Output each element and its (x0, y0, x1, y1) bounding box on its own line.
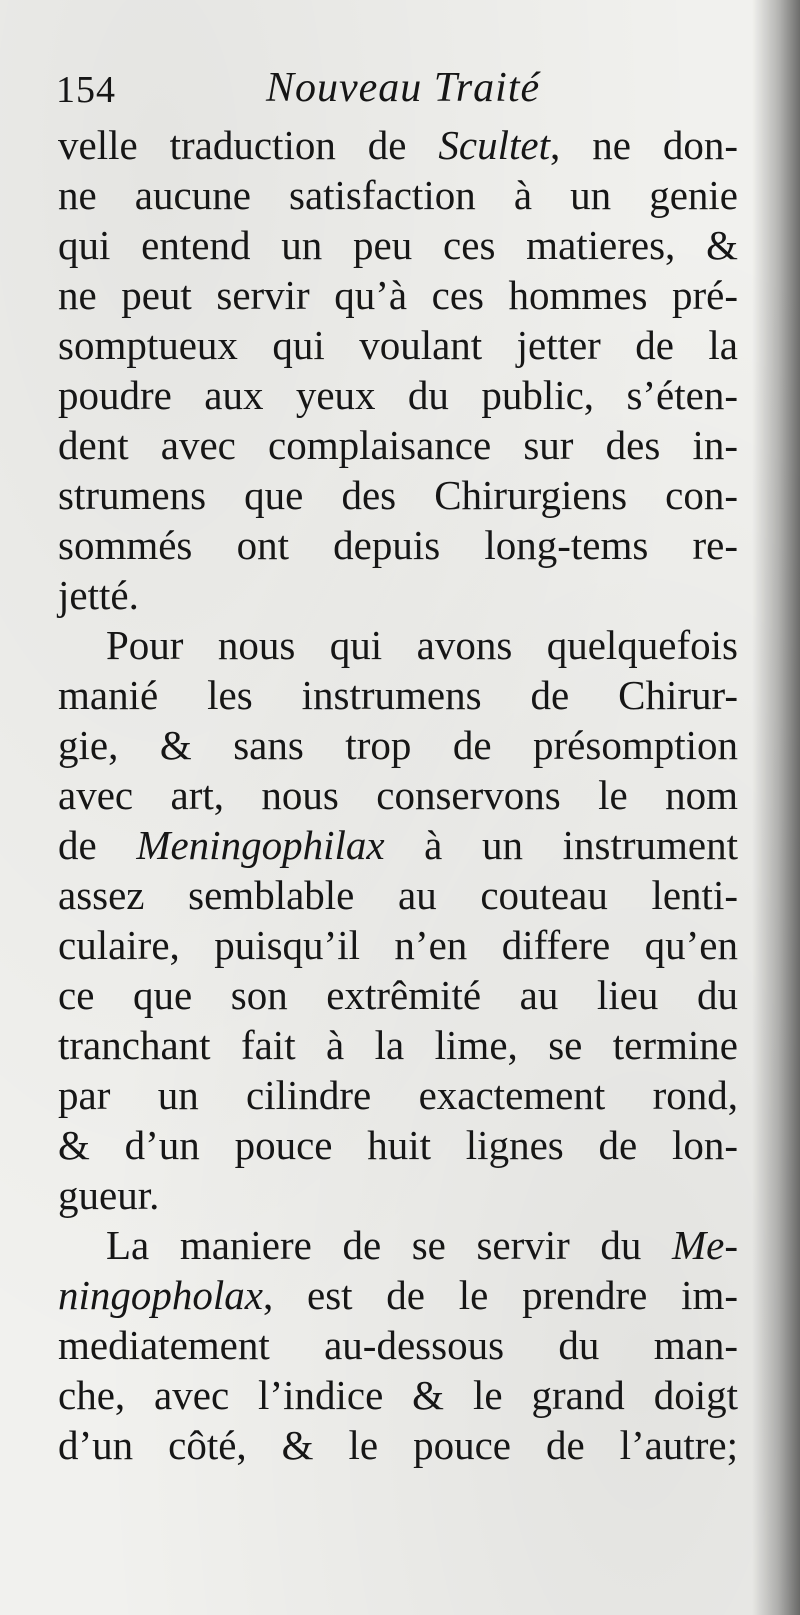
text-line (58, 120, 738, 170)
text-segment: gie, & sans trop de présomption (58, 722, 738, 768)
text-segment: ce que son extrêmité au lieu du (58, 972, 738, 1018)
text-line (58, 1120, 738, 1170)
italic-text: Meningophilax (136, 822, 385, 868)
text-segment: La maniere de se servir du (106, 1222, 672, 1268)
text-line (58, 570, 738, 620)
text-line (58, 420, 738, 470)
text-segment: sommés ont depuis long-tems re- (58, 522, 738, 568)
text-line (58, 720, 738, 770)
body-text (58, 120, 738, 1470)
text-segment: dent avec complaisance sur des in- (58, 422, 738, 468)
text-line (58, 220, 738, 270)
text-segment: , est de le prendre im- (262, 1272, 738, 1318)
text-segment: che, avec l’indice & le grand doigt (58, 1372, 738, 1418)
text-line (58, 470, 738, 520)
text-line (58, 1020, 738, 1070)
text-segment: assez semblable au couteau lenti- (58, 872, 738, 918)
text-line (58, 820, 738, 870)
text-segment: jetté. (58, 572, 139, 618)
text-line (58, 770, 738, 820)
text-segment: mediatement au-dessous du man- (58, 1322, 738, 1368)
text-line (58, 870, 738, 920)
text-line (58, 970, 738, 1020)
text-segment: d’un côté, & le pouce de l’autre; (58, 1422, 738, 1468)
text-line (58, 170, 738, 220)
italic-text: Me- (671, 1222, 738, 1268)
text-line (58, 1420, 738, 1470)
text-line (58, 670, 738, 720)
text-segment: par un cilindre exactement rond, (58, 1072, 738, 1118)
text-segment: avec art, nous conservons le nom (58, 772, 738, 818)
text-line (58, 1170, 738, 1220)
running-head (56, 60, 726, 120)
text-line (58, 1370, 738, 1420)
page-number: 154 (56, 69, 116, 111)
text-segment: somptueux qui voulant jetter de la (58, 322, 738, 368)
text-segment: Pour nous qui avons quelquefois (106, 622, 738, 668)
text-line (58, 320, 738, 370)
text-line (58, 620, 738, 670)
text-segment: ne peut servir qu’à ces hommes pré- (58, 272, 738, 318)
italic-text: ningopholax (58, 1272, 263, 1318)
paragraph-3 (58, 1220, 738, 1470)
text-line (58, 270, 738, 320)
text-segment: de (58, 822, 137, 868)
text-segment: velle traduction de (58, 122, 439, 168)
text-segment: poudre aux yeux du public, s’éten- (58, 372, 738, 418)
text-line (58, 370, 738, 420)
text-line (58, 520, 738, 570)
italic-text: Scultet (438, 122, 550, 168)
page-gutter-shadow (752, 0, 800, 1615)
text-segment: manié les instrumens de Chirur- (58, 672, 738, 718)
text-segment: tranchant fait à la lime, se termine (58, 1022, 738, 1068)
text-segment: strumens que des Chirurgiens con- (58, 472, 738, 518)
paragraph-1 (58, 120, 738, 620)
text-line (58, 1220, 738, 1270)
text-line (58, 920, 738, 970)
text-segment: ne aucune satisfaction à un genie (58, 172, 738, 218)
text-segment: culaire, puisqu’il n’en differe qu’en (58, 922, 738, 968)
text-line (58, 1270, 738, 1320)
text-segment: à un instrument (384, 822, 738, 868)
paragraph-2 (58, 620, 738, 1220)
text-line (58, 1070, 738, 1120)
text-line (58, 1320, 738, 1370)
text-segment: gueur. (58, 1172, 160, 1218)
text-segment: qui entend un peu ces matieres, & (58, 222, 738, 268)
running-title: Nouveau Traité (266, 65, 541, 111)
text-segment: & d’un pouce huit lignes de lon- (58, 1122, 738, 1168)
text-segment: , ne don- (550, 122, 738, 168)
